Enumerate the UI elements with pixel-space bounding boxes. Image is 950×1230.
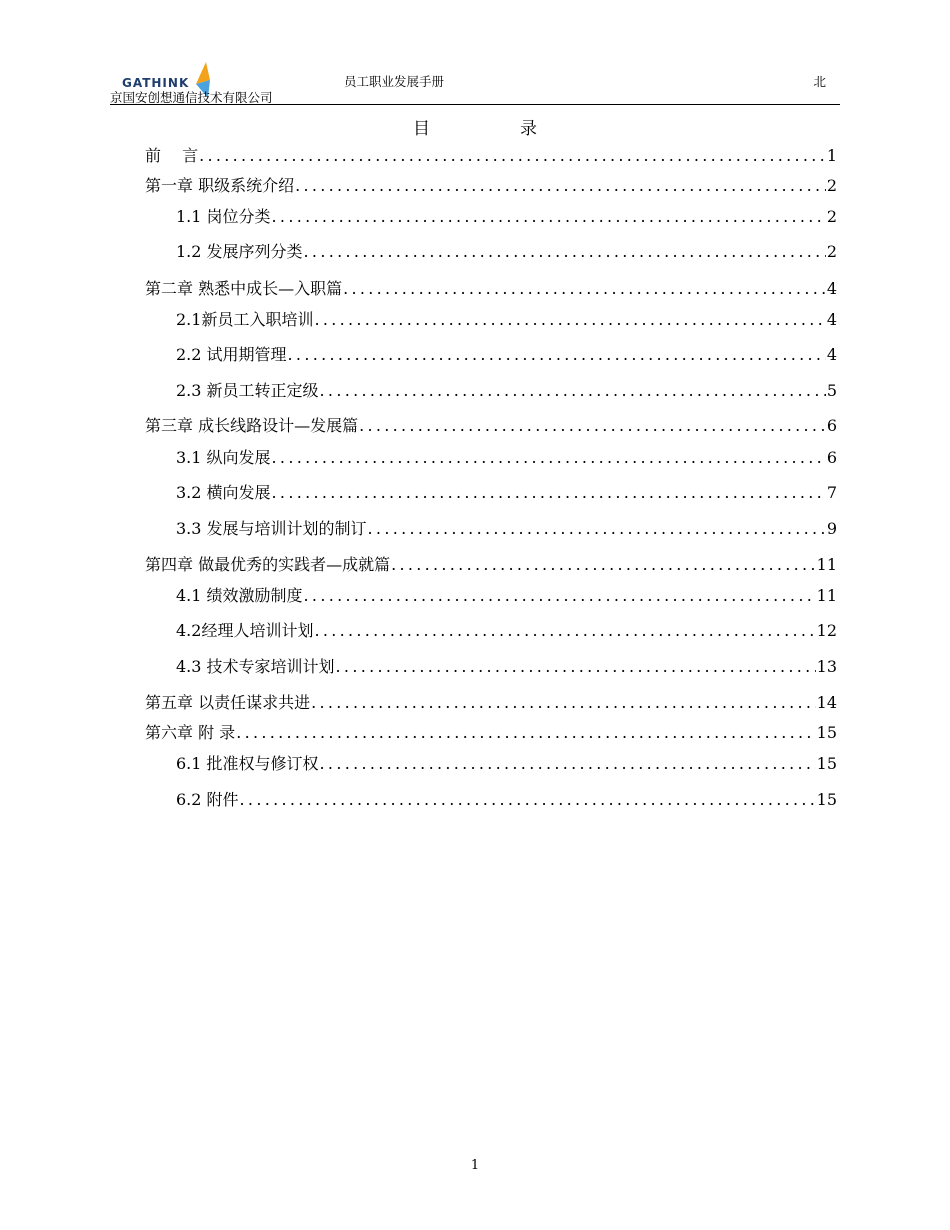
header-right-text: 北 — [813, 74, 826, 89]
toc-entry-page: 5 — [826, 381, 837, 400]
toc-entry[interactable] — [176, 344, 837, 366]
toc-entry[interactable] — [176, 482, 837, 504]
toc-entry[interactable] — [145, 278, 837, 300]
toc-entry-page: 4 — [826, 310, 837, 329]
toc-entry-leader — [272, 206, 826, 228]
toc-entry-label: 第五章 以责任谋求共进 — [145, 693, 311, 712]
toc-entry-label: 前 言 — [145, 146, 199, 165]
toc-entry[interactable] — [176, 241, 837, 263]
toc-entry-label: 第二章 熟悉中成长—入职篇 — [145, 279, 343, 298]
toc-entry-leader — [368, 518, 826, 540]
toc-entry[interactable] — [176, 620, 837, 642]
toc-entry-page: 6 — [826, 448, 837, 467]
toc-entry-page: 9 — [826, 519, 837, 538]
toc-entry-leader — [359, 415, 826, 437]
toc-entry-leader — [295, 175, 826, 197]
toc-entry[interactable] — [145, 692, 837, 714]
toc-entry-leader — [240, 789, 816, 811]
toc-entry-leader — [343, 278, 826, 300]
toc-entry-page: 13 — [816, 657, 837, 676]
toc-entry-label: 2.1新员工入职培训 — [176, 310, 314, 329]
toc-entry-label: 2.3 新员工转正定级 — [176, 381, 319, 400]
toc-entry-label: 6.1 批准权与修订权 — [176, 754, 319, 773]
toc-entry-leader — [304, 585, 816, 607]
toc-entry[interactable] — [176, 518, 837, 540]
toc-entry-leader — [314, 309, 825, 331]
page-header — [110, 58, 840, 105]
toc-entry[interactable] — [145, 415, 837, 437]
toc-entry-page: 11 — [816, 586, 837, 605]
toc-entry[interactable] — [176, 585, 837, 607]
toc-entry[interactable] — [176, 380, 837, 402]
toc-entry[interactable] — [176, 206, 837, 228]
toc-entry-page: 2 — [826, 207, 837, 226]
toc-entry-page: 15 — [816, 790, 837, 809]
toc-entry-leader — [314, 620, 815, 642]
toc-entry-page: 4 — [826, 279, 837, 298]
toc-entry-page: 2 — [826, 176, 837, 195]
toc-entry-leader — [236, 722, 815, 744]
toc-entry-leader — [272, 482, 826, 504]
toc-entry-label: 第六章 附 录 — [145, 723, 236, 742]
toc-entry[interactable] — [145, 175, 837, 197]
toc-entry-page: 6 — [826, 416, 837, 435]
toc-entry-page: 4 — [826, 345, 837, 364]
toc-entry[interactable] — [176, 447, 837, 469]
toc-entry-page: 15 — [816, 754, 837, 773]
toc-entry-label: 3.2 横向发展 — [176, 483, 271, 502]
toc-entry-leader — [199, 145, 826, 167]
toc-entry-label: 3.1 纵向发展 — [176, 448, 271, 467]
toc-entry-page: 11 — [816, 555, 837, 574]
toc-entry-label: 6.2 附件 — [176, 790, 239, 809]
toc-entry-page: 15 — [816, 723, 837, 742]
toc-entry-leader — [391, 554, 816, 576]
toc-entry-label: 4.3 技术专家培训计划 — [176, 657, 335, 676]
toc-entry[interactable] — [176, 656, 837, 678]
toc-heading-right: 录 — [520, 119, 537, 139]
toc-entry-label: 第四章 做最优秀的实践者—成就篇 — [145, 555, 391, 574]
toc-entry-label: 第一章 职级系统介绍 — [145, 176, 295, 195]
toc-entry-leader — [320, 753, 816, 775]
toc-entry-label: 4.1 绩效激励制度 — [176, 586, 303, 605]
document-title: 员工职业发展手册 — [344, 74, 445, 89]
toc-entry-leader — [272, 447, 826, 469]
toc-entry[interactable] — [176, 789, 837, 811]
toc-entry[interactable] — [145, 145, 837, 167]
toc-entry-leader — [311, 692, 816, 714]
toc-entry-label: 第三章 成长线路设计—发展篇 — [145, 416, 359, 435]
toc-entry-label: 3.3 发展与培训计划的制订 — [176, 519, 367, 538]
toc-entry[interactable] — [176, 753, 837, 775]
toc-entry-page: 12 — [816, 621, 837, 640]
toc-entry-leader — [288, 344, 826, 366]
toc-entry[interactable] — [176, 309, 837, 331]
toc-entry-page: 7 — [826, 483, 837, 502]
toc-entry-label: 1.1 岗位分类 — [176, 207, 271, 226]
toc-entry-leader — [304, 241, 826, 263]
company-name: 京国安创想通信技术有限公司 — [110, 90, 273, 105]
footer-page-number: 1 — [470, 1158, 480, 1173]
toc-heading — [0, 114, 950, 139]
toc-entry-page: 14 — [816, 693, 837, 712]
toc-entry[interactable] — [145, 722, 837, 744]
toc-entry-label: 1.2 发展序列分类 — [176, 242, 303, 261]
toc-entry-label: 4.2经理人培训计划 — [176, 621, 314, 640]
toc-entry-leader — [336, 656, 816, 678]
toc-heading-left: 目 — [413, 119, 430, 139]
toc-entry-label: 2.2 试用期管理 — [176, 345, 287, 364]
toc-entry[interactable] — [145, 554, 837, 576]
company-logo-text: GATHINK — [122, 76, 190, 90]
toc-entry-page: 2 — [826, 242, 837, 261]
toc-entry-leader — [320, 380, 826, 402]
toc-entry-page: 1 — [826, 146, 837, 165]
